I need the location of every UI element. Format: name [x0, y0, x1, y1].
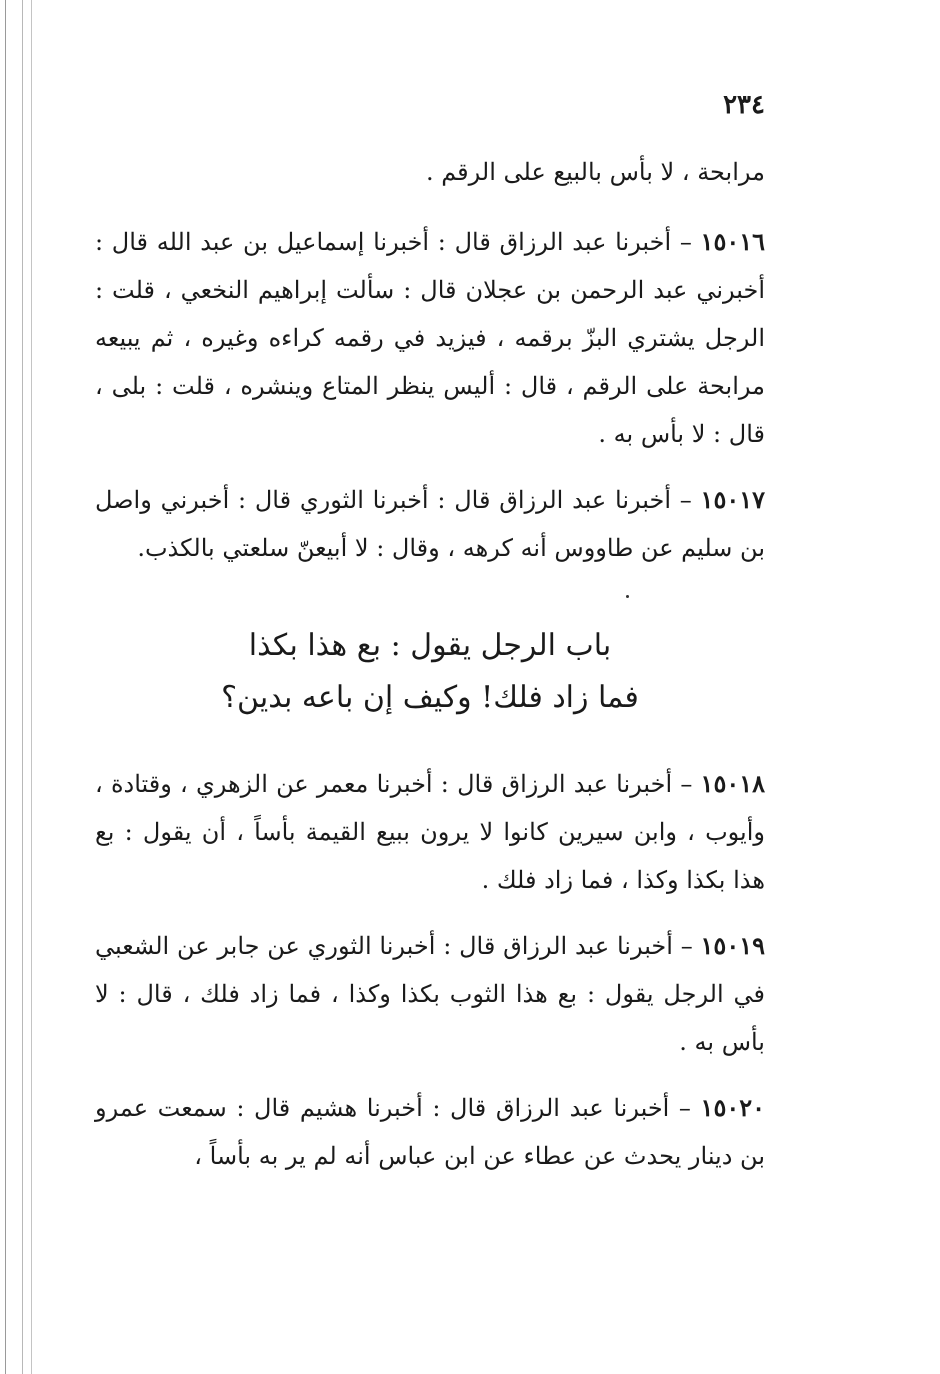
paragraph-text: – أخبرنا عبد الرزاق قال : أخبرنا هشيم قال : سمعت عمرو بن دينار يحدث عن عطاء عن ابن عباس أنه لم ير به بأساً ،: [95, 1094, 765, 1170]
hadith-paragraph-15017: [95, 476, 765, 572]
margin-rule: [22, 0, 23, 1374]
paragraph-text: – أخبرنا عبد الرزاق قال : أخبرنا إسماعيل بن عبد الله قال : أخبرني عبد الرحمن بن عجلان قال : سألت إبراهيم النخعي ، قلت : الرجل يشتري البزّ برقمه ، فيزيد في رقمه كراءه وغيره ، ثم يبيعه مرابحة على الرقم ، قال : أليس ينظر المتاع وينشره ، قلت : بلى ، قال : لا بأس به .: [95, 228, 765, 448]
hadith-number: ١٥٠١٧: [700, 485, 765, 514]
hadith-number: ١٥٠١٦: [700, 227, 765, 256]
paragraph-continuation: [95, 148, 765, 196]
paragraph-text: مرابحة ، لا بأس بالبيع على الرقم .: [425, 158, 765, 186]
chapter-heading: [175, 620, 685, 724]
margin-rule: [5, 0, 6, 1374]
hadith-paragraph-15020: [95, 1084, 765, 1180]
chapter-heading-line-2: فما زاد فلك! وكيف إن باعه بدين؟: [221, 680, 639, 715]
margin-rule: [31, 0, 32, 1374]
hadith-number: ١٥٠١٨: [700, 769, 765, 798]
hadith-number: ١٥٠١٩: [700, 931, 765, 960]
chapter-heading-line-1: باب الرجل يقول : بع هذا بكذا: [248, 628, 612, 663]
hadith-paragraph-15016: [95, 218, 765, 458]
hadith-number: ١٥٠٢٠: [700, 1093, 765, 1122]
paragraph-text: – أخبرنا عبد الرزاق قال : أخبرنا الثوري عن جابر عن الشعبي في الرجل يقول : بع هذا الثوب بكذا وكذا ، فما زاد فلك ، قال : لا بأس به .: [95, 932, 765, 1056]
page-number: ٢٣٤: [723, 90, 765, 120]
hadith-paragraph-15018: [95, 760, 765, 904]
paragraph-text: – أخبرنا عبد الرزاق قال : أخبرنا معمر عن الزهري ، وقتادة ، وأيوب ، وابن سيرين كانوا لا يرون ببيع القيمة بأساً ، أن يقول : بع هذا بكذا وكذا ، فما زاد فلك .: [95, 770, 765, 894]
hadith-paragraph-15019: [95, 922, 765, 1066]
paragraph-text: – أخبرنا عبد الرزاق قال : أخبرنا الثوري قال : أخبرني واصل بن سليم عن طاووس أنه كرهه ، وقال : لا أبيعنّ سلعتي بالكذب.: [95, 486, 765, 562]
page-body: [95, 90, 765, 1198]
